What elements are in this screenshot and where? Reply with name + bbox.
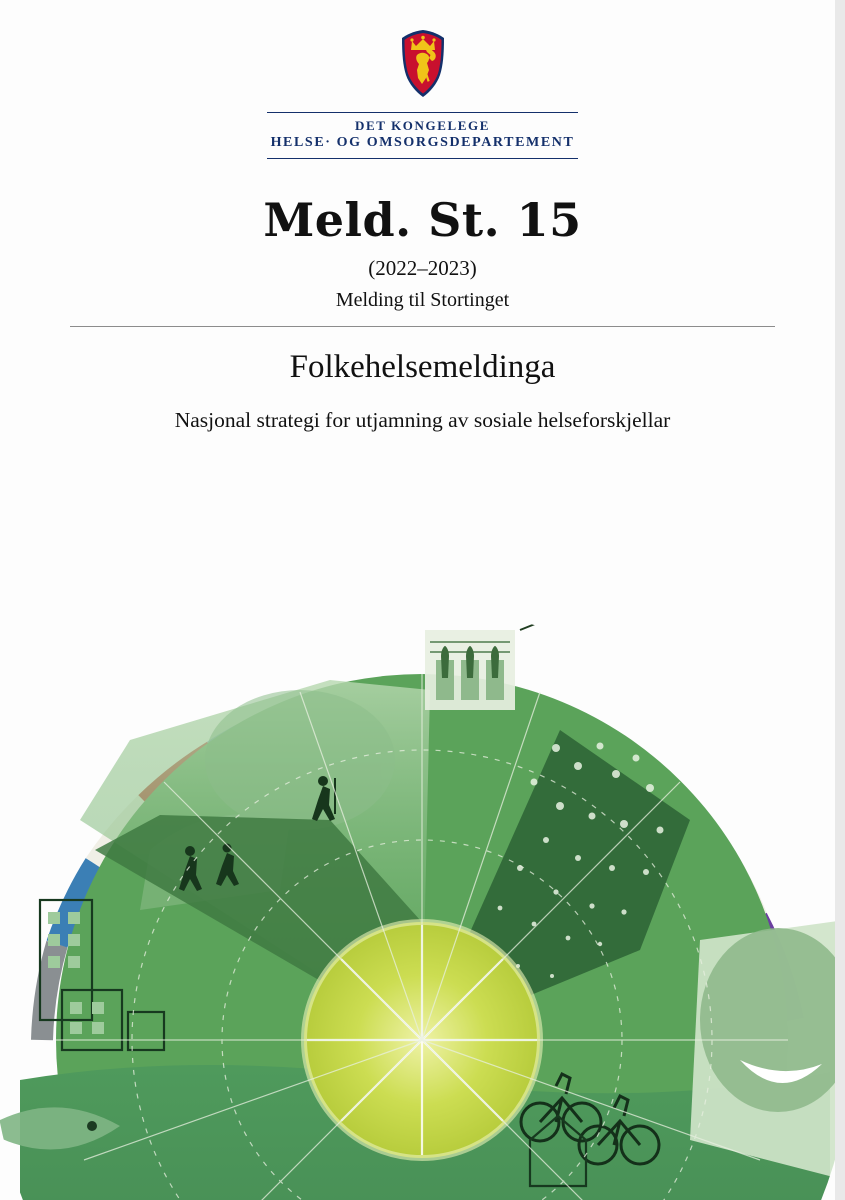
department-line-1: DET KONGELEGE [354,118,491,133]
page-title: Folkehelsemeldinga [289,348,556,385]
title-block [70,195,775,433]
title-divider [70,326,775,327]
page-edge-shadow [835,0,845,1200]
cover-illustration [0,520,845,1200]
circular-collage-svg [0,520,845,1200]
department-line-2: HELSE· OG OMSORGSDEPARTEMENT [270,135,575,151]
document-number: Meld. St. 15 [263,193,582,247]
norwegian-coat-of-arms-icon [396,28,450,100]
document-kind: Melding til Stortinget [335,288,510,311]
document-years: (2022–2023) [368,255,477,280]
department-name [267,112,579,159]
emblem-block [0,28,845,159]
page-subtitle: Nasjonal strategi for utjamning av sosiale helseforskjellar [174,407,671,432]
